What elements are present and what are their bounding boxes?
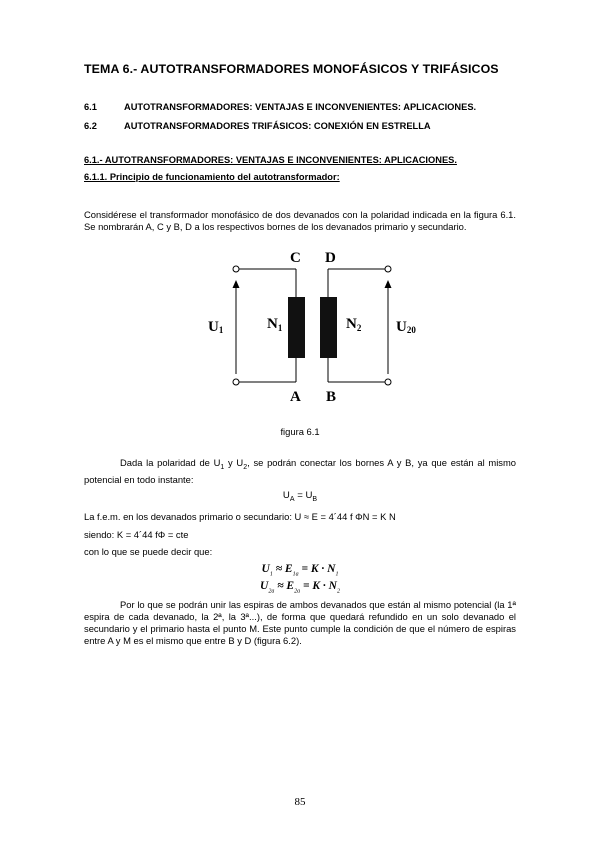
label-b: B [326,389,337,405]
intro-paragraph: Considérese el transformador monofásico de dos devanados con la polaridad indicada en la figura 6.1. Se nombrarán A, C y B, D a los respectivos bornes de los devanados primario y secundario. [84,209,516,232]
toc-item [84,102,524,116]
label-c: C [290,250,301,266]
secondary-winding [320,297,337,358]
terminal-a-circle [233,379,239,385]
page-number: 85 [294,796,306,808]
label-u20: U20 [396,319,416,335]
toc-number: 6.2 [84,121,97,131]
terminal-b-circle [385,379,391,385]
equation-ua-ub: $U_A = U_B$ [282,490,318,503]
terminal-c-circle [233,266,239,272]
figure-caption: figura 6.1 [280,426,320,437]
equation-secondary: $U_{2a} \approx E_{2a} = K \cdot N_2$ [260,580,340,595]
toc-text: AUTOTRANSFORMADORES TRIFÁSICOS: CONEXIÓN EN ESTRELLA [124,121,431,131]
final-paragraph: Por lo que se podrán unir las espiras de ambos devanados que están al mismo potencial (la 1ª espira de cada devanado, la 2ª, la 3ª...), de forma que quedará refundido en un solo devanado el secundario y el primario hasta el punto M. Este punto cumple la condición de que el número de espiras entre A y M es el mismo que entre B y D (figura 6.2). [84,599,516,646]
toc-text: AUTOTRANSFORMADORES: VENTAJAS E INCONVENIENTES: APLICACIONES. [124,102,477,112]
siendo-line: siendo: K = 4´44 fΦ = cte [84,529,189,540]
equation-primary: $U_1 \approx E_{1a} = K \cdot N_1$ [261,563,339,578]
polarity-paragraph: Dada la polaridad de $U_1$ y $U_2$, se podrán conectar los bornes A y B, ya que están al mismo potencial en todo instante: [84,457,517,485]
arrow-up-icon [233,280,240,288]
section-heading: 6.1.- AUTOTRANSFORMADORES: VENTAJAS E INCONVENIENTES: APLICACIONES. [84,155,457,165]
toc-item [84,121,524,135]
fem-line: La f.e.m. en los devanados primario o secundario: U ≈ E = 4´44 f ΦN = K N [84,511,396,522]
label-n1: $N_1$ [267,316,283,333]
toc-number: 6.1 [84,102,97,112]
transformer-diagram [200,242,440,412]
label-u1: U1 [208,319,224,335]
label-d: D [325,250,336,266]
subsection-heading: 6.1.1. Principio de funcionamiento del autotransformador: [84,172,340,182]
page-title: TEMA 6.- AUTOTRANSFORMADORES MONOFÁSICOS Y TRIFÁSICOS [84,62,499,76]
terminal-d-circle [385,266,391,272]
label-n2: $N_2$ [346,316,362,333]
arrow-up-icon [385,280,392,288]
conclusion-line: con lo que se puede decir que: [84,546,213,557]
label-a: A [290,389,301,405]
primary-winding [288,297,305,358]
